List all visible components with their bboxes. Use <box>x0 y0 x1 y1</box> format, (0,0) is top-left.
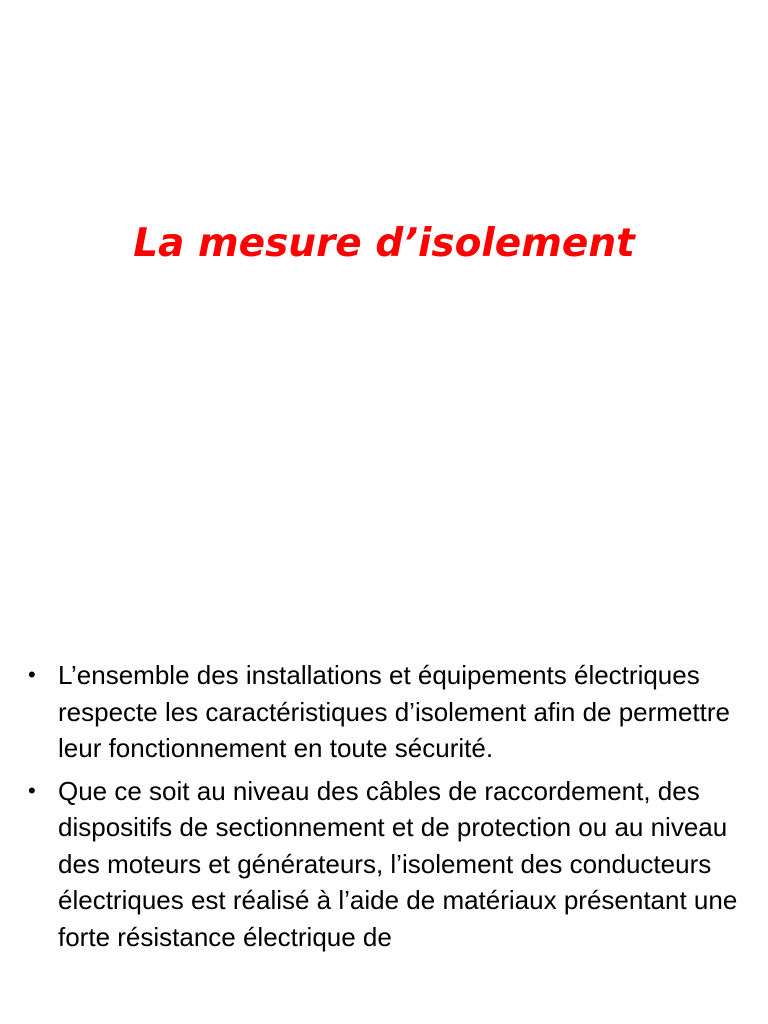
bullet-marker: • <box>28 777 36 803</box>
bullet-marker: • <box>28 662 36 687</box>
bullet-text: L’ensemble des installations et équipements électriques respecte les caractéristiques d’isolement afin de permettre leur fonctionnement en toute sécurité. <box>58 660 730 763</box>
bullet-list <box>28 657 738 961</box>
bullet-item <box>28 657 738 767</box>
bullet-text: Que ce soit au niveau des câbles de raccordement, des dispositifs de sectionnement et de protection ou au niveau des moteurs et générateurs, l’isolement des conducteurs électriques est réalisé à l’aide de matériaux présentant une forte résistance électrique de <box>58 775 738 952</box>
bullet-item <box>28 773 738 956</box>
slide-title: La mesure d’isolement <box>133 221 635 266</box>
